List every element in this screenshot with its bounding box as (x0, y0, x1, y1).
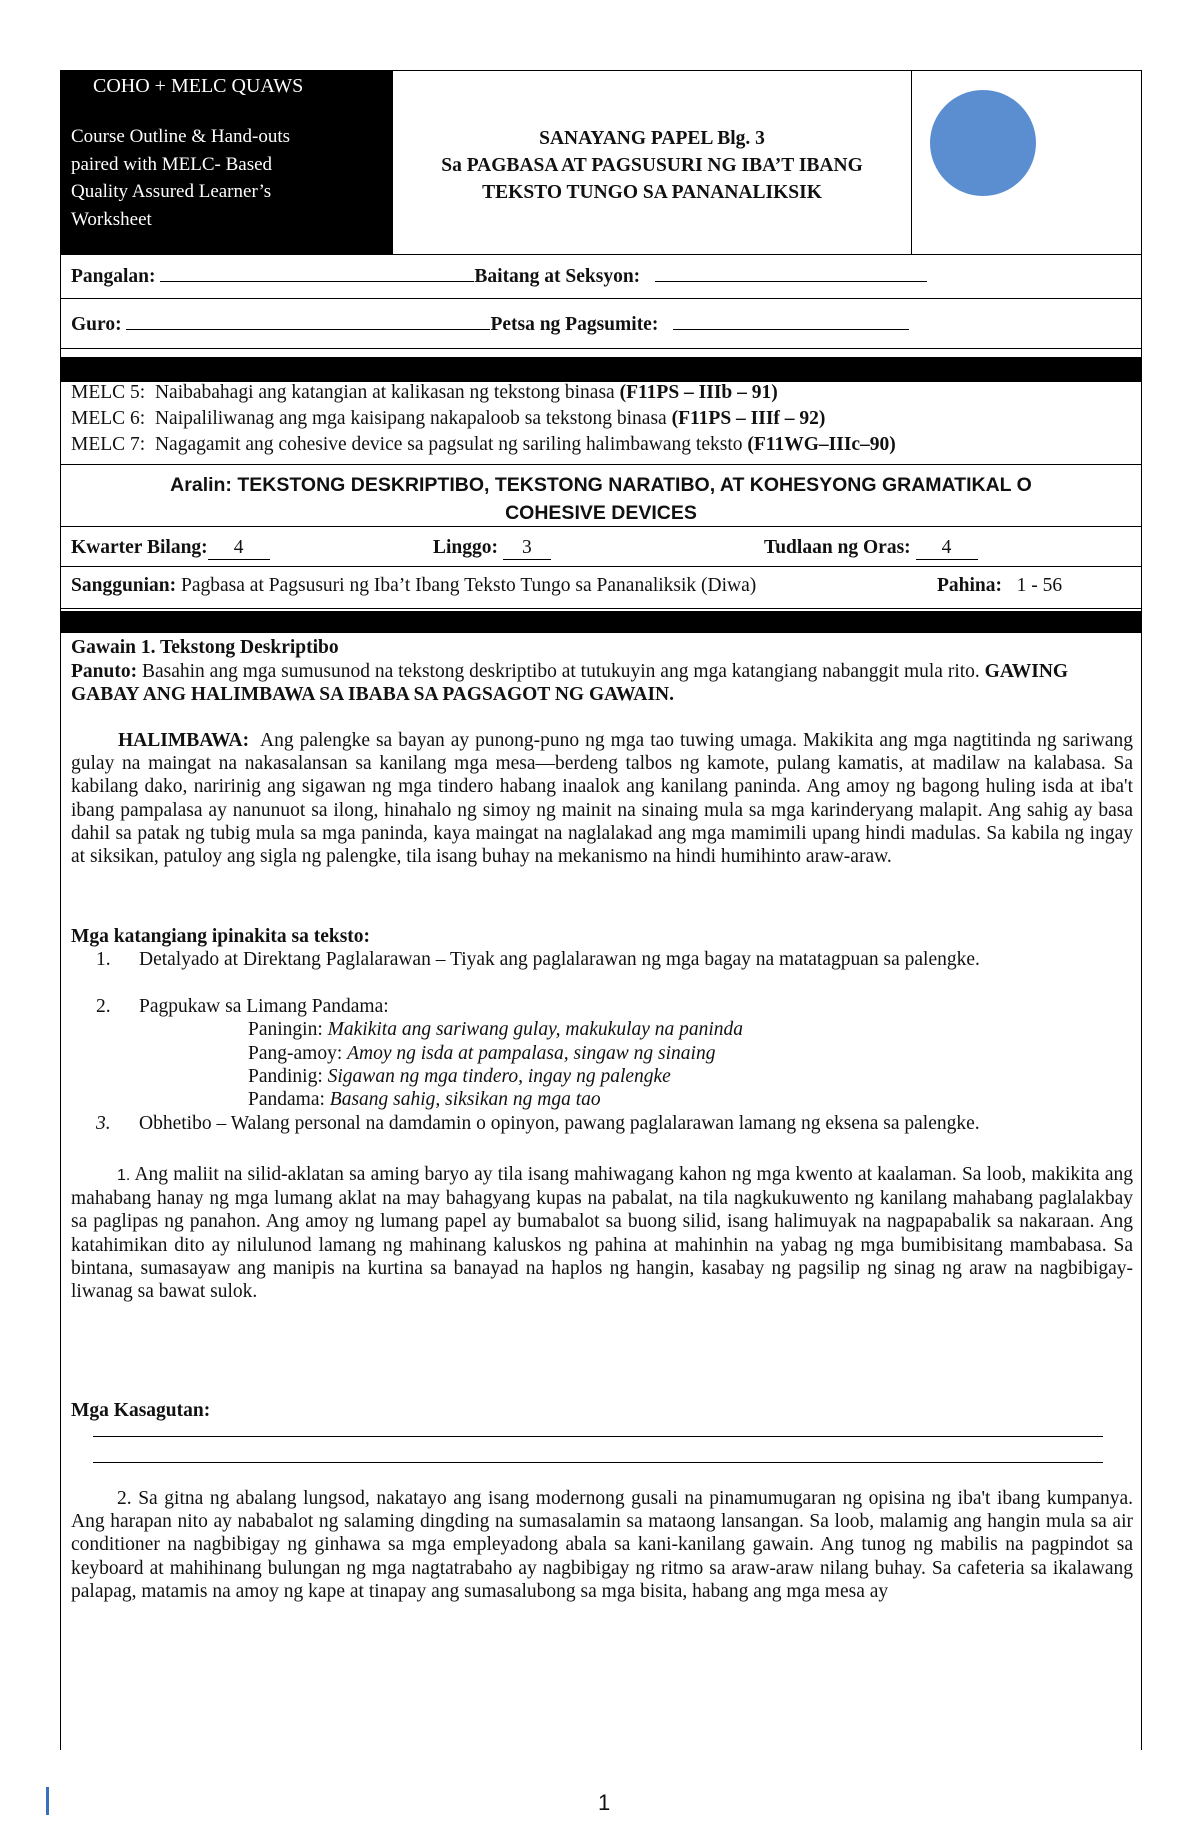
separator-bar (61, 611, 1141, 633)
kasagutan-label: Mga Kasagutan: (71, 1400, 211, 1421)
sense-value: Amoy ng isda at pampalasa, singaw ng sinaing (347, 1043, 716, 1064)
page-number: 1 (598, 1790, 611, 1815)
baitang-label: Baitang at Seksyon: (474, 266, 641, 287)
sense-label: Pang-amoy: (248, 1043, 343, 1064)
panuto-label: Panuto: (71, 661, 138, 682)
passage-2 (71, 1487, 1133, 1603)
pahina-field (937, 575, 1062, 597)
tudlaan-label: Tudlaan ng Oras: (764, 537, 911, 558)
coho-desc-line: Quality Assured Learner’s (71, 181, 272, 202)
kwarter-label: Kwarter Bilang: (71, 537, 208, 558)
coho-desc-line: paired with MELC- Based (71, 153, 273, 175)
linggo-field (433, 537, 551, 560)
melc-text: Naibabahagi ang katangian at kalikasan ng tekstong binasa (154, 382, 615, 403)
answer-line[interactable] (93, 1436, 1103, 1437)
katangian-heading (71, 925, 1133, 948)
melc-code: MELC 7: (71, 434, 146, 455)
header-row (61, 71, 1141, 255)
sanggunian-label: Sanggunian: (71, 575, 177, 596)
tudlaan-field (764, 537, 978, 560)
guro-label: Guro: (71, 314, 122, 335)
worksheet (60, 70, 1142, 1750)
sense-paningin (248, 1018, 743, 1041)
sense-value: Basang sahig, siksikan ng mga tao (329, 1089, 601, 1110)
kasagutan-heading (71, 1399, 1133, 1422)
halimbawa-text: Ang palengke sa bayan ay punong-puno ng mga tao tuwing umaga. Makikita ang mga nagtitinda ng sariwang gulay na maingat na nakasalansan sa kanilang mga mesa—berdeng talbos ng kamote, pulang kamatis, at madilaw na kalabasa. Sa kabilang dako, naririnig ang sigawan ng mga tindero habang inaalok ang kanilang paninda. Ang amoy ng bagong huling isda at iba't ibang pampalasa ay nanunuot sa ilong, hinahalo ng simoy ng mainit na sinaing mula sa mga karinderyang malapit. Ang sahig ay basa dahil sa patak ng tubig mula sa mga paninda, kaya maingat na naglalakad ang mga mamimili upang hindi madulas. Sa kabila ng ingay at siksikan, patuloy ang sigla ng palengke, tila isang buhay na mekanismo na hindi humihinto araw-araw. (71, 730, 1133, 868)
panuto-emphasis: GAWING GABAY ANG HALIMBAWA SA IBABA SA PAGSAGOT NG GAWAIN. (71, 661, 1069, 706)
aralin-title (61, 471, 1141, 527)
item-text: Detalyado at Direktang Paglalarawan – Tiyak ang paglalarawan ng mga bagay na matatagpuan sa palengke. (139, 949, 980, 970)
item-number: 3. (96, 1113, 111, 1134)
item-text: Pagpukaw sa Limang Pandama: (139, 996, 389, 1017)
answer-line[interactable] (93, 1462, 1103, 1463)
item-number: 2. (96, 996, 111, 1017)
kwarter-value: 4 (208, 537, 270, 560)
tudlaan-value: 4 (916, 537, 978, 560)
baitang-blank[interactable] (655, 263, 927, 282)
petsa-blank[interactable] (673, 311, 909, 330)
pangalan-blank[interactable] (160, 263, 474, 282)
melc-text: Nagagamit ang cohesive device sa pagsulat ng sariling halimbawang teksto (154, 434, 743, 455)
sanggunian-text: Pagbasa at Pagsusuri ng Iba’t Ibang Teksto Tungo sa Pananaliksik (Diwa) (181, 575, 757, 596)
title-line: TEKSTO TUNGO SA PANANALIKSIK (482, 182, 822, 203)
sense-pandinig (248, 1065, 671, 1088)
coho-desc-line: Worksheet (71, 208, 152, 230)
item-text: Obhetibo – Walang personal na damdamin o opinyon, pawang paglalarawan lamang ng eksena sa palengke. (139, 1113, 980, 1134)
guro-blank[interactable] (126, 311, 490, 330)
halimbawa-label: HALIMBAWA: (118, 730, 250, 751)
pahina-label: Pahina: (937, 575, 1003, 596)
item-number: 1. (96, 949, 111, 970)
passage-2-text: 2. Sa gitna ng abalang lungsod, nakatayo ang isang modernong gusali na pinamumugaran ng opisina ng iba't ibang kumpanya. Ang harapan nito ay nababalot ng salaming dingding na sumasalamin sa mataong lansangan. Sa loob, malamig ang hangin mula sa air conditioner na nagbibigay ng ginhawa sa mga empleyadong abala sa kani-kanilang gawain. Ang tunog ng mabilis na pagpindot sa keyboard at mahihinang bulungan ng mga nagtatrabaho ay nagbibigay ng ritmo sa araw-araw nilang buhay. Sa cafeteria sa ikalawang palapag, matamis na amoy ng kape at tinapay ang sumasalubong sa mga bisita, habang ang mga mesa ay (71, 1488, 1133, 1602)
passage-1 (71, 1163, 1133, 1303)
pangalan-field[interactable] (71, 263, 927, 288)
sense-value: Sigawan ng mga tindero, ingay ng palengke (327, 1066, 671, 1087)
sanggunian-field (71, 575, 756, 597)
aralin-line: COHESIVE DEVICES (505, 502, 697, 524)
sense-label: Pandama: (248, 1089, 325, 1110)
coho-desc-line: Course Outline & Hand-outs (71, 126, 291, 147)
melc-6 (71, 408, 825, 430)
melc-code: MELC 6: (71, 408, 146, 429)
title-line: SANAYANG PAPEL Blg. 3 (539, 128, 765, 149)
passage-1-number: 1. (117, 1167, 131, 1184)
sense-pandama (248, 1088, 601, 1111)
separator-bar (61, 357, 1141, 381)
melc-ref: (F11WG–IIIc–90) (747, 434, 896, 455)
melc-ref: (F11PS – IIIf – 92) (671, 408, 826, 429)
melc-ref: (F11PS – IIIb – 91) (619, 382, 778, 403)
katangian-title: Mga katangiang ipinakita sa teksto: (71, 926, 371, 947)
sense-label: Pandinig: (248, 1066, 323, 1087)
melc-7 (71, 434, 896, 456)
petsa-label: Petsa ng Pagsumite: (490, 314, 659, 335)
panuto (71, 660, 1133, 706)
halimbawa-paragraph (71, 729, 1133, 868)
pahina-value: 1 - 56 (1016, 575, 1063, 596)
sense-value: Makikita ang sariwang gulay, makukulay na paninda (327, 1019, 744, 1040)
linggo-label: Linggo: (433, 537, 499, 558)
sense-pangamoy (248, 1042, 715, 1065)
sense-label: Paningin: (248, 1019, 323, 1040)
gawain-title: Gawain 1. Tekstong Deskriptibo (71, 637, 339, 658)
linggo-value: 3 (503, 537, 551, 560)
guro-field[interactable] (71, 311, 909, 336)
title-line: Sa PAGBASA AT PAGSUSURI NG IBA’T IBANG (441, 155, 863, 176)
melc-text: Naipaliliwanag ang mga kaisipang nakapaloob sa tekstong binasa (154, 408, 667, 429)
melc-5 (71, 382, 778, 404)
kwarter-field (71, 537, 270, 560)
coho-title: COHO + MELC QUAWS (93, 75, 304, 97)
panuto-text: Basahin ang mga sumusunod na tekstong deskriptibo at tutukuyin ang mga katangiang nabanggit mula rito. (141, 661, 980, 682)
passage-1-text: Ang maliit na silid-aklatan sa aming baryo ay tila isang mahiwagang kahon ng mga kwento at kaalaman. Sa loob, makikita ang mahabang hanay ng mga lumang aklat na may bahagyang kupas na pabalat, na tila nagkukuwento ng kanilang mahabang paglalakbay sa paglipas ng panahon. Ang amoy ng lumang papel ay bumabalot sa buong silid, isang halimuyak na nagpapabalik sa nakaraan. Ang katahimikan dito ay nilulunod lamang ng mahinang kaluskos ng pahina at mahinhin na yabag ng mga bumibisitang mambabasa. Sa bintana, sumasayaw ang manipis na kurtina sa banayad na haplos ng hangin, kasabay ng pagsilip ng sinag ng araw na nagbibigay-liwanag sa bawat sulok. (71, 1164, 1133, 1303)
aralin-line: Aralin: TEKSTONG DESKRIPTIBO, TEKSTONG NARATIBO, AT KOHESYONG GRAMATIKAL O (170, 474, 1032, 496)
pangalan-label: Pangalan: (71, 266, 156, 287)
melc-code: MELC 5: (71, 382, 146, 403)
gawain-header (71, 636, 1133, 659)
margin-marker (46, 1787, 49, 1815)
